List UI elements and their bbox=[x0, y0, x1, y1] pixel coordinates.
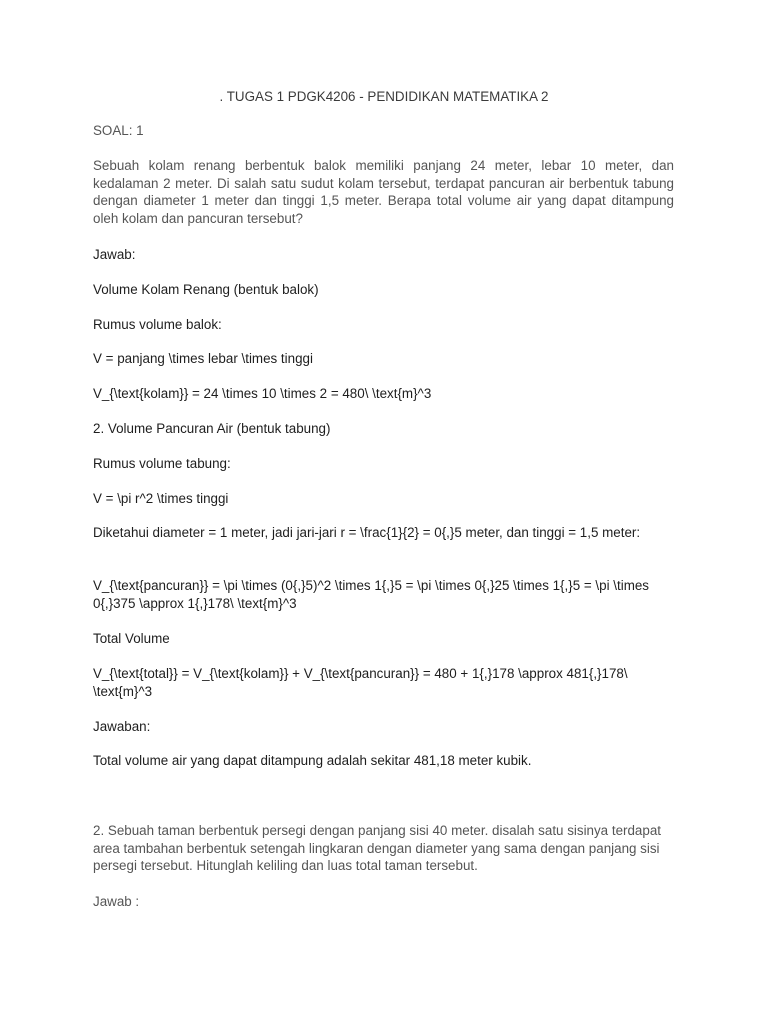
step-2-formula: V = \pi r^2 \times tinggi bbox=[93, 491, 229, 506]
soal-1-final-answer-label: Jawaban: bbox=[93, 719, 151, 734]
step-1-heading: Volume Kolam Renang (bentuk balok) bbox=[93, 282, 319, 297]
step-2-formula-label: Rumus volume tabung: bbox=[93, 456, 231, 471]
soal-1-answer-label: Jawab: bbox=[93, 247, 136, 262]
soal-1-label: SOAL: 1 bbox=[93, 123, 144, 138]
soal-1-question: Sebuah kolam renang berbentuk balok memiliki panjang 24 meter, lebar 10 meter, dan kedalaman 2 meter. Di salah satu sudut kolam tersebut, terdapat pancuran air berbentuk tabung dengan diameter 1 meter dan tinggi 1,5 meter. Berapa total volume air yang dapat ditampung oleh kolam dan pancuran tersebut? bbox=[93, 158, 674, 226]
step-2-heading: 2. Volume Pancuran Air (bentuk tabung) bbox=[93, 421, 331, 436]
step-1-calculation: V_{\text{kolam}} = 24 \times 10 \times 2 = 480\ \text{m}^3 bbox=[93, 386, 432, 401]
step-1-formula: V = panjang \times lebar \times tinggi bbox=[93, 351, 313, 366]
step-1-formula-label: Rumus volume balok: bbox=[93, 317, 222, 332]
soal-2-question: 2. Sebuah taman berbentuk persegi dengan panjang sisi 40 meter. disalah satu sisinya terdapat area tambahan berbentuk setengah lingkaran dengan diameter yang sama dengan panjang sisi persegi tersebut. Hitunglah keliling dan luas total taman tersebut. bbox=[93, 823, 661, 873]
step-2-calculation: V_{\text{pancuran}} = \pi \times (0{,}5)^2 \times 1{,}5 = \pi \times 0{,}25 \times 1{,}5 = \pi \times 0{,}375 \approx 1{,}178\ \text{m}^3 bbox=[93, 578, 649, 611]
step-2-known-values: Diketahui diameter = 1 meter, jadi jari-jari r = \frac{1}{2} = 0{,}5 meter, dan tinggi = 1,5 meter: bbox=[93, 525, 641, 540]
document-title: . TUGAS 1 PDGK4206 - PENDIDIKAN MATEMATIKA 2 bbox=[219, 89, 549, 104]
total-volume-calculation: V_{\text{total}} = V_{\text{kolam}} + V_{\text{pancuran}} = 480 + 1{,}178 \approx 481{,}178\ \text{m}^3 bbox=[93, 666, 628, 699]
soal-2-answer-label: Jawab : bbox=[93, 894, 140, 909]
total-volume-heading: Total Volume bbox=[93, 631, 170, 646]
soal-1-final-answer: Total volume air yang dapat ditampung adalah sekitar 481,18 meter kubik. bbox=[93, 753, 532, 768]
